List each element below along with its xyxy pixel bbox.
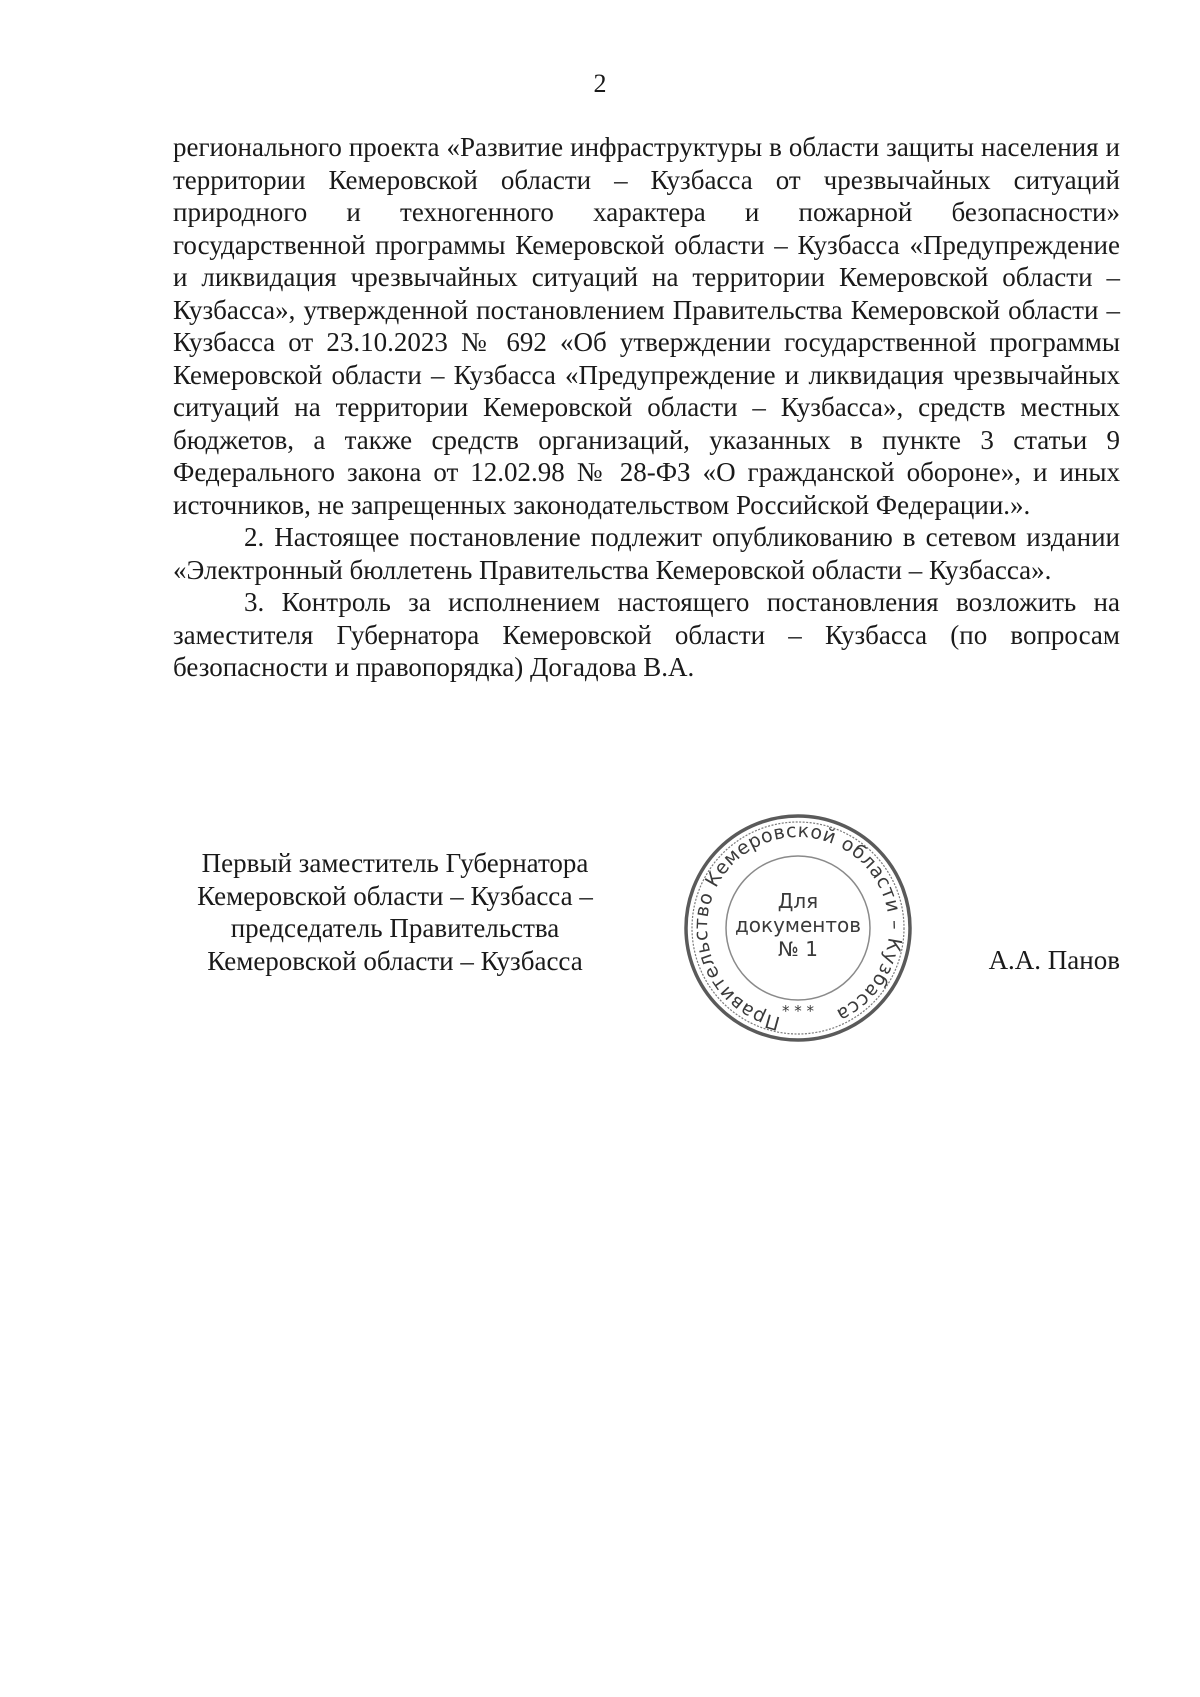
seal-stars: * * * [781,1002,815,1020]
document-body [173,131,1120,684]
official-seal [678,808,918,1048]
paragraph-item-2: 2. Настоящее постановление подлежит опубликованию в сетевом издании «Электронный бюллетень Правительства Кемеровской области – Кузбасса». [173,522,1120,585]
signatory-position [160,847,630,977]
seal-center-line: документов [734,913,862,937]
seal-ring-text: Правительство Кемеровской области – Кузбасса [689,819,907,1035]
position-line: Первый заместитель Губернатора [201,848,589,878]
position-line: Кемеровской области – Кузбасса – [197,880,593,911]
page-number: 2 [593,69,607,98]
seal-center-line: № 1 [778,937,818,961]
paragraph-continuation: регионального проекта «Развитие инфраструктуры в области защиты населения и территории Кемеровской области – Кузбасса от чрезвычайных ситуаций природного и техногенного характера и пожарной безопасности» государственной программы Кемеровской области – Кузбасса «Предупреждение и ликвидация чрезвычайных ситуаций на территории Кемеровской области – Кузбасса», утвержденной постановлением Правительства Кемеровской области – Кузбасса от 23.10.2023 № 692 «Об утверждении государственной программы Кемеровской области – Кузбасса «Предупреждение и ликвидация чрезвычайных ситуаций на территории Кемеровской области – Кузбасса», средств местных бюджетов, а также средств организаций, указанных в пункте 3 статьи 9 Федерального закона от 12.02.98 № 28-ФЗ «О гражданской обороне», и иных источников, не запрещенных законодательством Российской Федерации.». [173,132,1120,520]
position-line: Кемеровской области – Кузбасса [207,945,583,976]
seal-center-line: Для [777,889,819,913]
position-line: председатель Правительства [230,913,560,943]
signatory-name: А.А. Панов [988,945,1120,975]
paragraph-item-3: 3. Контроль за исполнением настоящего постановления возложить на заместителя Губернатора Кемеровской области – Кузбасса (по вопросам безопасности и правопорядка) Догадова В.А. [173,587,1120,682]
